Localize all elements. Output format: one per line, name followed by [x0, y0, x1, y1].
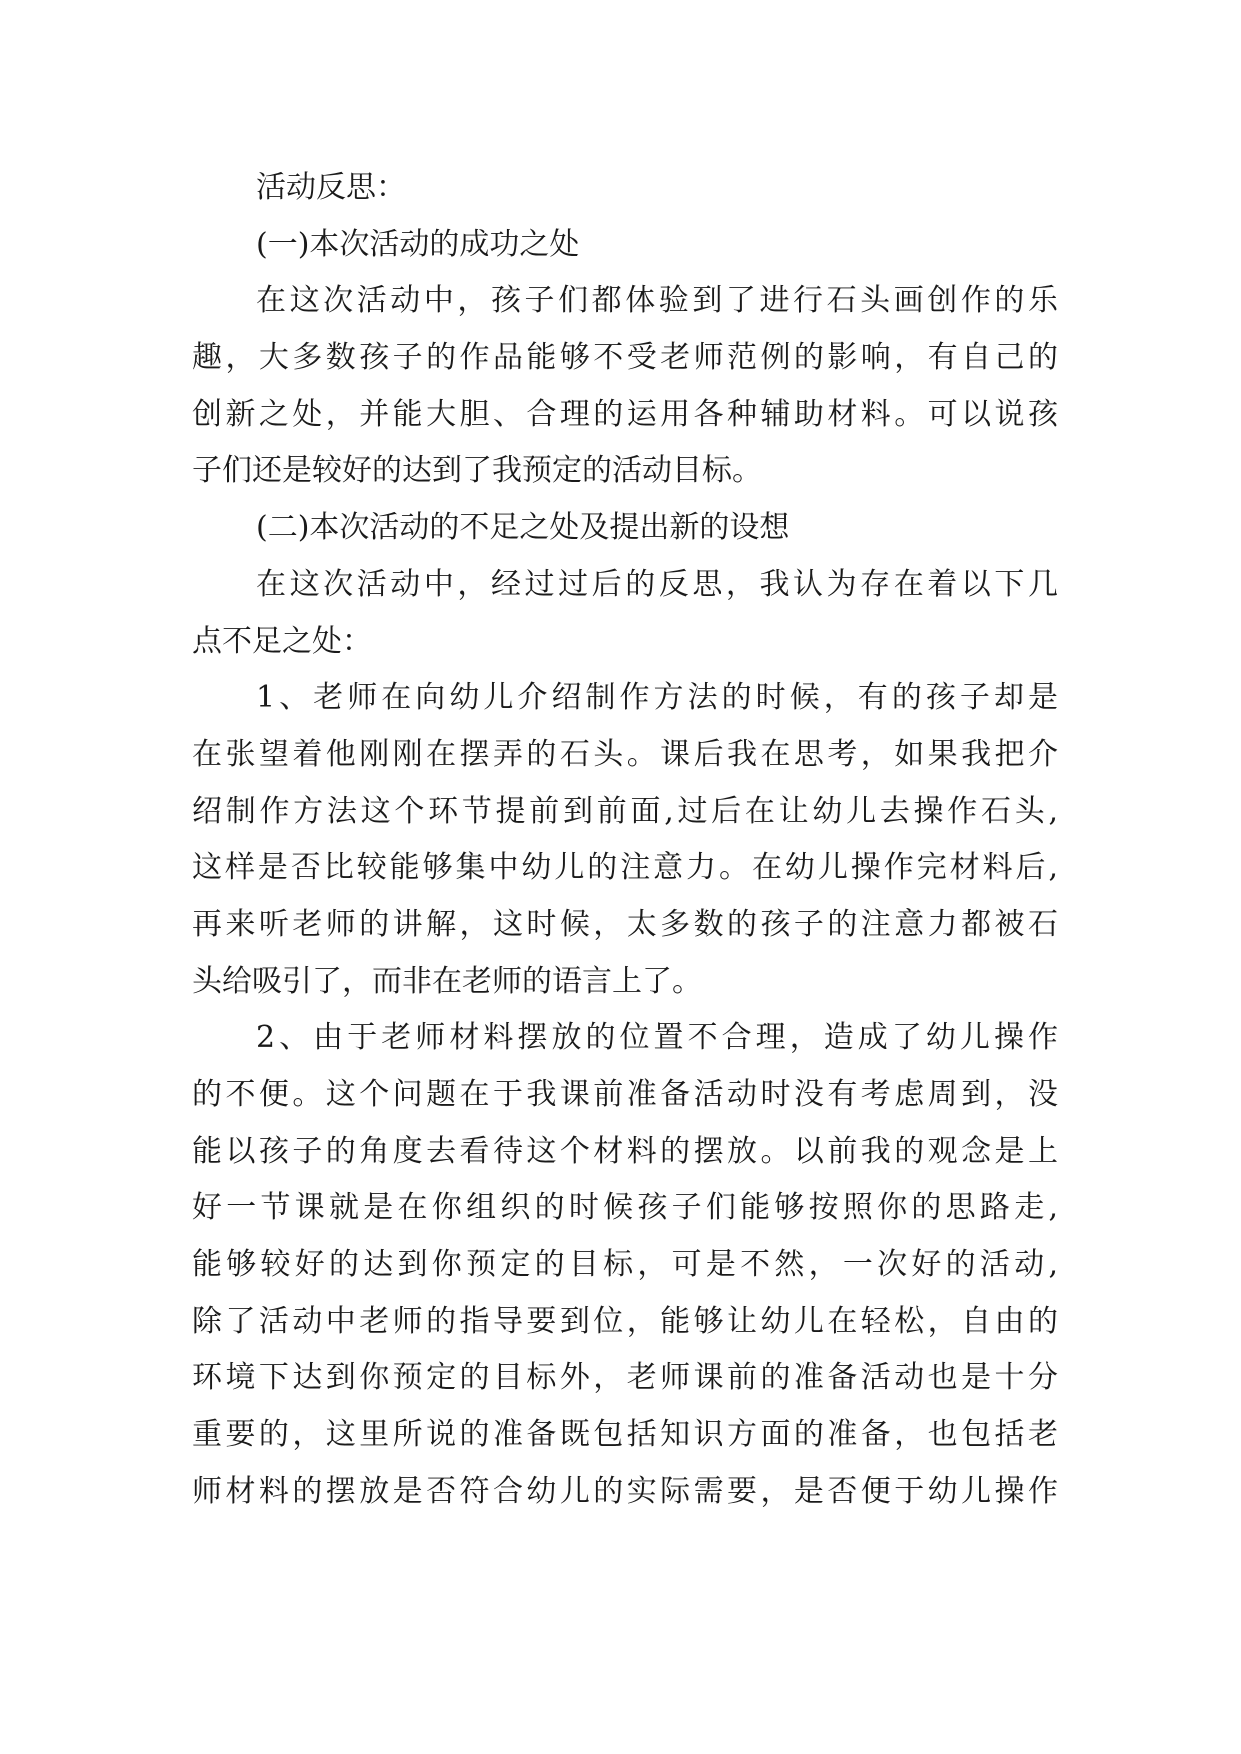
paragraph-line: 再来听老师的讲解，这时候，太多数的孩子的注意力都被石 [192, 906, 1058, 942]
paragraph-line: 点不足之处： [192, 623, 372, 659]
section1-title: (一)本次活动的成功之处 [256, 226, 580, 262]
paragraph-line: 除了活动中老师的指导要到位，能够让幼儿在轻松，自由的 [192, 1303, 1058, 1339]
section1-paragraph [192, 273, 1058, 500]
paragraph-line: 能以孩子的角度去看待这个材料的摆放。以前我的观念是上 [192, 1133, 1058, 1169]
paragraph-line: 创新之处，并能大胆、合理的运用各种辅助材料。可以说孩 [192, 396, 1058, 432]
paragraph-line: 师材料的摆放是否符合幼儿的实际需要，是否便于幼儿操作 [192, 1473, 1058, 1509]
paragraph-line: 头给吸引了，而非在老师的语言上了。 [192, 963, 702, 999]
paragraph-line: 重要的，这里所说的准备既包括知识方面的准备，也包括老 [192, 1417, 1058, 1453]
paragraph-line: 在张望着他刚刚在摆弄的石头。课后我在思考，如果我把介 [192, 736, 1058, 772]
document-body [192, 160, 1058, 1521]
paragraph-line: 1、老师在向幼儿介绍制作方法的时候，有的孩子却是 [256, 680, 1058, 716]
paragraph-line: 环境下达到你预定的目标外，老师课前的准备活动也是十分 [192, 1360, 1058, 1396]
paragraph-line: 子们还是较好的达到了我预定的活动目标。 [192, 453, 762, 489]
reflection-heading: 活动反思： [256, 170, 406, 205]
paragraph-line: 能够较好的达到你预定的目标，可是不然，一次好的活动, [192, 1247, 1058, 1283]
paragraph-line: 绍制作方法这个环节提前到前面,过后在让幼儿去操作石头, [192, 793, 1058, 829]
paragraph-line: 的不便。这个问题在于我课前准备活动时没有考虑周到，没 [192, 1077, 1058, 1112]
paragraph-line: 在这次活动中，孩子们都体验到了进行石头画创作的乐 [256, 283, 1058, 319]
item2-paragraph [192, 1010, 1058, 1520]
paragraph-line: 2、由于老师材料摆放的位置不合理，造成了幼儿操作 [256, 1020, 1058, 1056]
section2-title: (二)本次活动的不足之处及提出新的设想 [256, 510, 790, 546]
paragraph-line: 好一节课就是在你组织的时候孩子们能够按照你的思路走, [192, 1190, 1058, 1226]
paragraph-line: 趣，大多数孩子的作品能够不受老师范例的影响，有自己的 [192, 340, 1058, 376]
paragraph-line: 在这次活动中，经过过后的反思，我认为存在着以下几 [256, 566, 1058, 602]
paragraph-line: 这样是否比较能够集中幼儿的注意力。在幼儿操作完材料后, [192, 850, 1058, 886]
item1-paragraph [192, 670, 1058, 1010]
section2-intro-paragraph [192, 557, 1058, 670]
